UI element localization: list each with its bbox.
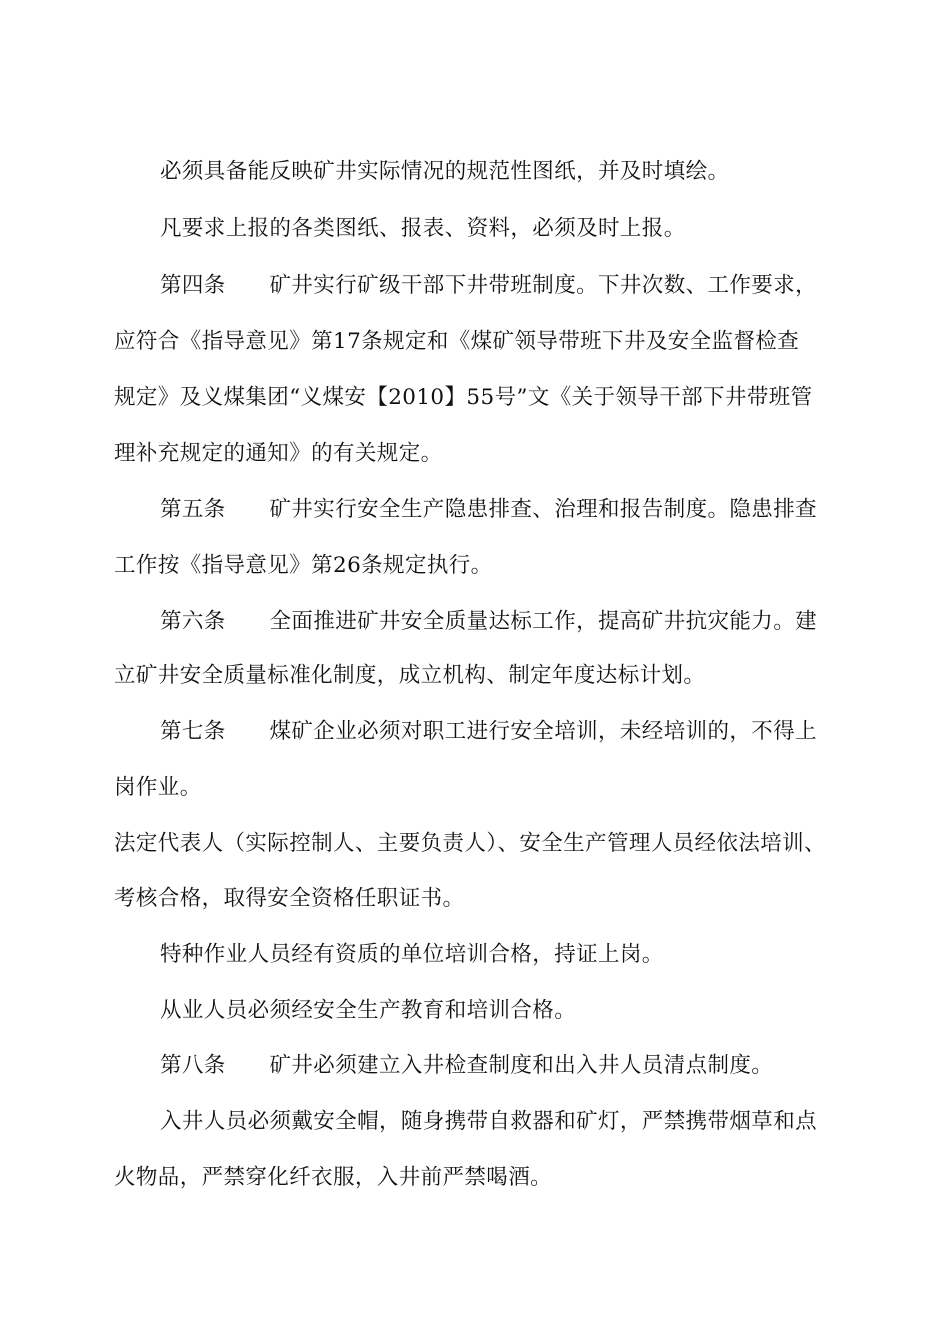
text-line: 第四条 矿井实行矿级干部下井带班制度。下井次数、工作要求， xyxy=(160,273,818,298)
text-line: 第七条 煤矿企业必须对职工进行安全培训，未经培训的，不得上 xyxy=(160,719,818,744)
text-line: 入井人员必须戴安全帽，随身携带自救器和矿灯，严禁携带烟草和点 xyxy=(160,1109,818,1134)
text-line: 特种作业人员经有资质的单位培训合格，持证上岗。 xyxy=(160,942,664,967)
text-line: 岗作业。 xyxy=(114,775,202,800)
text-line: 从业人员必须经安全生产教育和培训合格。 xyxy=(160,998,577,1023)
text-line: 应符合《指导意见》第17条规定和《煤矿领导带班下井及安全监督检查 xyxy=(114,329,800,354)
text-line: 第六条 全面推进矿井安全质量达标工作，提高矿井抗灾能力。建 xyxy=(160,609,818,634)
text-line: 立矿井安全质量标准化制度，成立机构、制定年度达标计划。 xyxy=(114,663,706,688)
text-line: 凡要求上报的各类图纸、报表、资料，必须及时上报。 xyxy=(160,216,686,241)
text-line: 工作按《指导意见》第26条规定执行。 xyxy=(114,553,493,578)
text-line: 法定代表人（实际控制人、主要负责人）、安全生产管理人员经依法培训、 xyxy=(114,831,826,856)
text-line: 第八条 矿井必须建立入井检查制度和出入井人员清点制度。 xyxy=(160,1053,774,1078)
text-line: 必须具备能反映矿井实际情况的规范性图纸，并及时填绘。 xyxy=(160,159,730,184)
text-line: 规定》及义煤集团“义煤安【2010】55号”文《关于领导干部下井带班管 xyxy=(114,385,813,410)
text-line: 第五条 矿井实行安全生产隐患排查、治理和报告制度。隐患排查 xyxy=(160,497,818,522)
text-line: 理补充规定的通知》的有关规定。 xyxy=(114,441,443,466)
text-line: 火物品，严禁穿化纤衣服，入井前严禁喝酒。 xyxy=(114,1165,553,1190)
text-line: 考核合格，取得安全资格任职证书。 xyxy=(114,886,465,911)
